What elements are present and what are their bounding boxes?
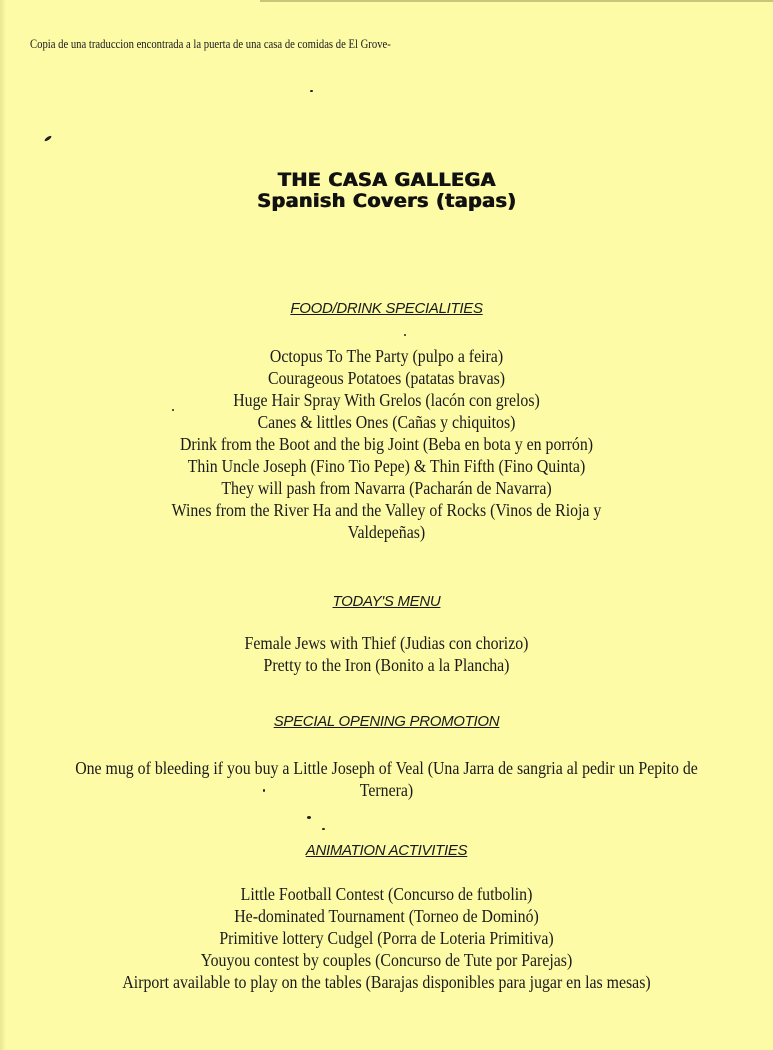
food-drink-heading: FOOD/DRINK SPECIALITIES [290, 300, 483, 317]
list-item: He-dominated Tournament (Torneo de Dominó) [234, 906, 539, 926]
todays-menu-heading: TODAY'S MENU [332, 593, 441, 610]
list-item: Youyou contest by couples (Concurso de Tute por Parejas) [200, 950, 573, 970]
special-promotion-text [30, 757, 743, 801]
list-item: Octopus To The Party (pulpo a feira) [269, 346, 504, 366]
list-item: Airport available to play on the tables (Barajas disponibles para jugar en las mesas) [122, 972, 651, 992]
list-item: Wines from the River Ha and the Valley of Rocks (Vinos de Rioja y [171, 500, 602, 520]
scan-speck [172, 409, 174, 411]
promotion-line-2: Ternera) [359, 780, 414, 800]
promotion-line-1: One mug of bleeding if you buy a Little Joseph of Veal (Una Jarra de sangria al pedir un Pepito de [75, 758, 698, 778]
list-item: Primitive lottery Cudgel (Porra de Loteria Primitiva) [219, 928, 554, 948]
list-item: Little Football Contest (Concurso de futbolin) [240, 884, 533, 904]
title-block [0, 170, 773, 212]
todays-menu-list [0, 632, 773, 676]
scan-speck [310, 90, 313, 92]
list-item: Huge Hair Spray With Grelos (lacón con grelos) [233, 390, 540, 410]
scan-speck [307, 816, 311, 819]
food-drink-list [0, 345, 773, 543]
title-line-2: Spanish Covers (tapas) [256, 190, 517, 212]
list-item: Female Jews with Thief (Judias con chorizo) [244, 633, 529, 653]
list-item: Drink from the Boot and the big Joint (Beba en bota y en porrón) [179, 434, 594, 454]
list-item: Courageous Potatoes (patatas bravas) [267, 368, 506, 388]
header-note: Copia de una traduccion encontrada a la puerta de una casa de comidas de El Grove- [30, 36, 391, 51]
list-item: They will pash from Navarra (Pacharán de Navarra) [221, 478, 552, 498]
list-item: Valdepeñas) [347, 522, 426, 542]
special-promotion-heading: SPECIAL OPENING PROMOTION [273, 713, 500, 730]
page-top-line [260, 0, 773, 2]
scan-speck [263, 789, 265, 792]
animation-activities-list [0, 883, 773, 993]
title-line-1: THE CASA GALLEGA [277, 169, 496, 191]
list-item: Canes & littles Ones (Cañas y chiquitos) [257, 412, 516, 432]
scan-speck [404, 334, 406, 336]
scan-speck [322, 828, 325, 830]
scan-speck [44, 135, 52, 142]
list-item: Pretty to the Iron (Bonito a la Plancha) [263, 655, 510, 675]
list-item: Thin Uncle Joseph (Fino Tio Pepe) & Thin Fifth (Fino Quinta) [187, 456, 586, 476]
animation-activities-heading: ANIMATION ACTIVITIES [305, 842, 468, 859]
